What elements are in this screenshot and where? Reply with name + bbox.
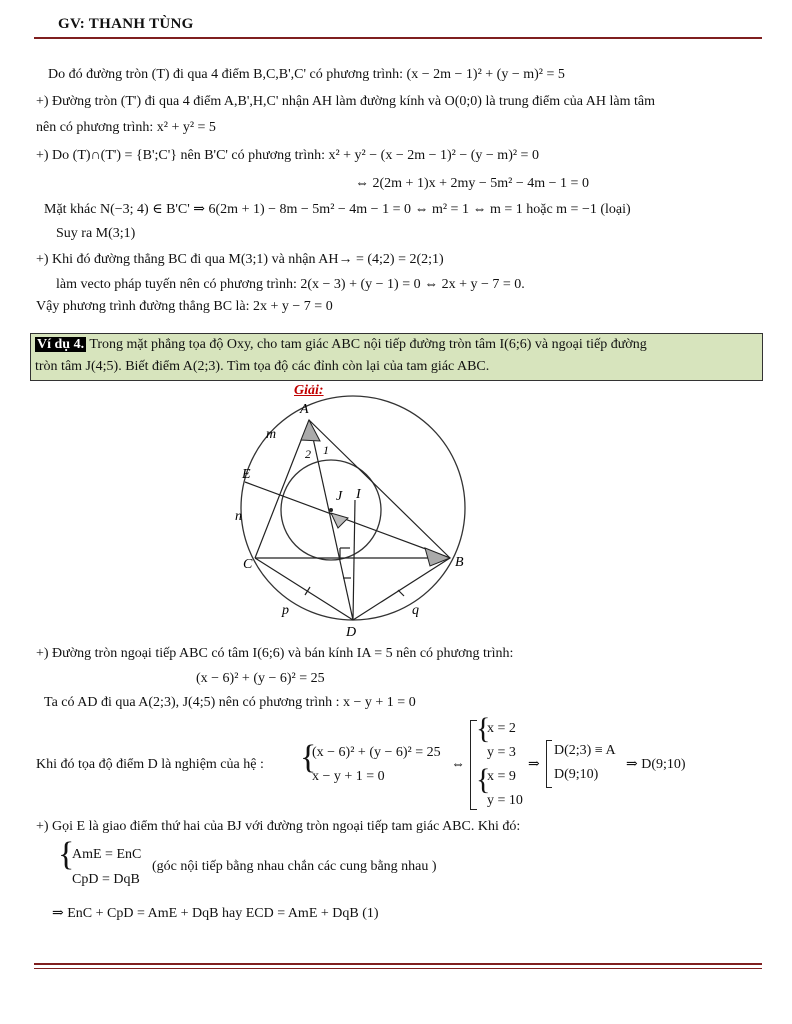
- label-I: I: [356, 487, 361, 502]
- label-p: p: [282, 603, 289, 618]
- label-J: J: [336, 489, 343, 504]
- solution-value: y = 3: [487, 745, 516, 760]
- text-line: +) Khi đó đường thẳng BC đi qua M(3;1) và nhận AH→ = (4;2) = 2(2;1): [36, 252, 444, 267]
- sub-brace: {: [476, 712, 491, 745]
- label-q: q: [412, 603, 419, 618]
- label-angle-2: 2: [305, 447, 311, 461]
- label-A: A: [300, 402, 309, 417]
- arc-equation: CpD = DqB: [72, 872, 140, 887]
- footer-rule: [34, 968, 762, 969]
- text-line: làm vecto pháp tuyến nên có phương trình: 2(x − 3) + (y − 1) = 0 ⇔ 2x + y − 7 = 0.: [56, 277, 525, 292]
- text-line: Ta có AD đi qua A(2;3), J(4;5) nên có phương trình : x − y + 1 = 0: [44, 695, 416, 710]
- sub-brace: {: [476, 763, 491, 796]
- text-line: +) Đường tròn ngoại tiếp ABC có tâm I(6;6) và bán kính IA = 5 nên có phương trình:: [36, 646, 514, 661]
- text-line: Mặt khác N(−3; 4) ∈ B'C' ⇒ 6(2m + 1) − 8m − 5m² − 4m − 1 = 0 ⇔ m² = 1 ⇔ m = 1 hoặc m = −1 (loại): [44, 202, 631, 217]
- footer-rule: [34, 963, 762, 965]
- label-m: m: [266, 427, 277, 442]
- solution-value: y = 10: [487, 793, 523, 808]
- final-result: ⇒ D(9;10): [626, 757, 686, 772]
- arc-equation: AmE = EnC: [72, 847, 142, 862]
- system-brace: {: [300, 739, 317, 776]
- example-text: tròn tâm J(4;5). Biết điểm A(2;3). Tìm tọa độ các đỉnh còn lại của tam giác ABC.: [35, 359, 490, 374]
- text-line: nên có phương trình: x² + y² = 5: [36, 120, 216, 135]
- iff-symbol: ⇔: [451, 757, 465, 772]
- text-line: +) Gọi E là giao điểm thứ hai của BJ với đường tròn ngoại tiếp tam giác ABC. Khi đó:: [36, 819, 521, 834]
- text-line: Do đó đường tròn (T) đi qua 4 điểm B,C,B',C' có phương trình: (x − 2m − 1)² + (y − m)² = 5: [48, 67, 565, 82]
- result-value: D(9;10): [554, 767, 599, 782]
- system-eq: (x − 6)² + (y − 6)² = 25: [312, 745, 441, 760]
- text-line: +) Đường tròn (T') đi qua 4 điểm A,B',H,C' nhận AH làm đường kính và O(0;0) là trung điểm của AH làm tâm: [36, 94, 655, 109]
- text-line: Khi đó tọa độ điểm D là nghiệm của hệ :: [36, 757, 264, 772]
- arc-brace: {: [58, 836, 75, 873]
- system-eq: x − y + 1 = 0: [312, 769, 385, 784]
- text-line: Suy ra M(3;1): [56, 226, 136, 241]
- label-angle-1: 1: [323, 443, 329, 457]
- solution-value: x = 9: [487, 769, 516, 784]
- example-text: Trong mặt phẳng tọa độ Oxy, cho tam giác ABC nội tiếp đường tròn tâm I(6;6) và ngoại tiếp đường: [86, 337, 647, 352]
- text-line: +) Do (T)∩(T') = {B';C'} nên B'C' có phương trình: x² + y² − (x − 2m − 1)² − (y − m)² = 0: [36, 148, 539, 163]
- text-line: ⇒ EnC + CpD = AmE + DqB hay ECD = AmE + DqB (1): [52, 906, 379, 921]
- solution-label: Giải:: [294, 383, 324, 398]
- arc-note: (góc nội tiếp bằng nhau chắn các cung bằng nhau ): [152, 859, 437, 874]
- label-D: D: [346, 625, 357, 640]
- result-value: D(2;3) ≡ A: [554, 743, 616, 758]
- text-line: (x − 6)² + (y − 6)² = 25: [196, 671, 325, 686]
- label-E: E: [242, 467, 251, 482]
- result-bracket: [546, 740, 552, 788]
- solution-value: x = 2: [487, 721, 516, 736]
- label-C: C: [243, 557, 253, 572]
- page-header: GV: THANH TÙNG: [58, 16, 194, 32]
- text-line: Vậy phương trình đường thẳng BC là: 2x + y − 7 = 0: [36, 299, 333, 314]
- label-n: n: [235, 509, 242, 524]
- label-B: B: [455, 555, 464, 570]
- implies-symbol: ⇒: [528, 757, 540, 772]
- example-tag: Ví dụ 4.: [37, 337, 85, 352]
- text-line: ⇔ 2(2m + 1)x + 2my − 5m² − 4m − 1 = 0: [355, 176, 589, 191]
